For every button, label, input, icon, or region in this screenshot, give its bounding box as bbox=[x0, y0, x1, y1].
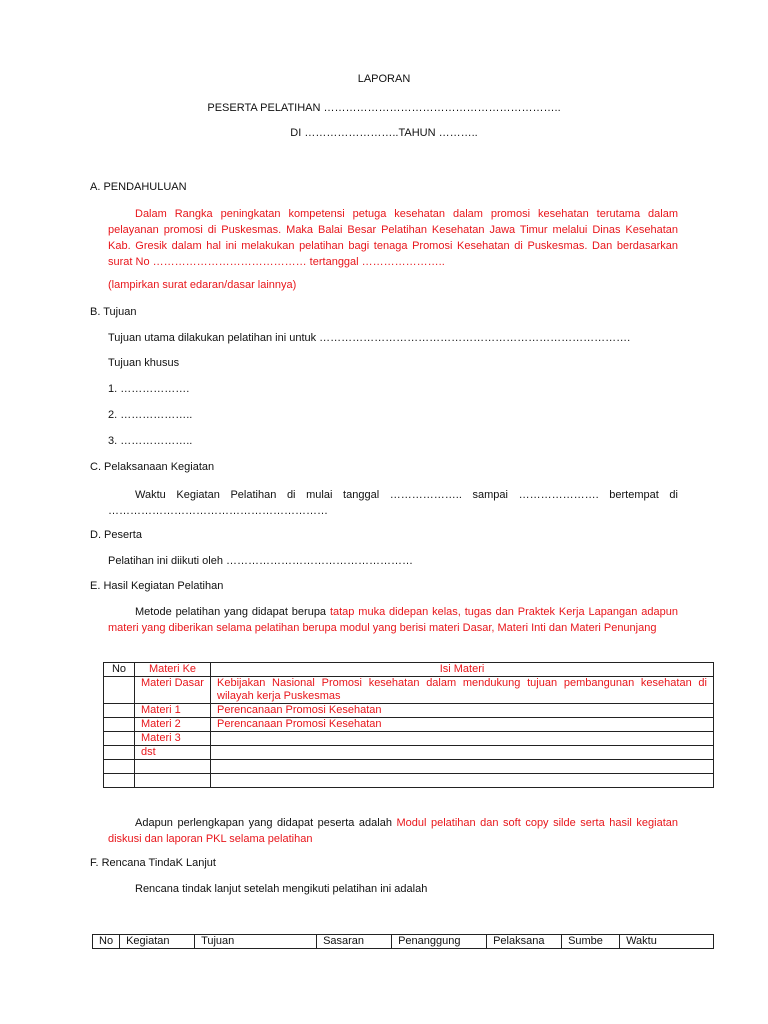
table-header-cell: Sasaran bbox=[317, 935, 392, 949]
table-cell: Perencanaan Promosi Kesehatan bbox=[211, 704, 714, 718]
table-cell: Materi Dasar bbox=[135, 677, 211, 704]
table-header-row bbox=[93, 935, 714, 949]
participants-line: Pelatihan ini diikuti oleh …………………………………………… bbox=[108, 555, 414, 567]
objective-item: 1. ………………. bbox=[108, 383, 190, 395]
report-title: LAPORAN bbox=[357, 73, 411, 85]
table-header-cell: Penanggung bbox=[392, 935, 487, 949]
materials-table bbox=[103, 662, 714, 788]
table-row bbox=[104, 677, 714, 704]
section-c-heading: C. Pelaksanaan Kegiatan bbox=[90, 461, 215, 473]
table-cell bbox=[211, 774, 714, 788]
table-cell bbox=[104, 704, 135, 718]
table-header-row bbox=[104, 663, 714, 677]
section-a-heading: A. PENDAHULUAN bbox=[90, 181, 187, 193]
method-paragraph bbox=[108, 604, 678, 636]
table-cell bbox=[211, 732, 714, 746]
participant-line: PESERTA PELATIHAN ……………………………………………………….. bbox=[207, 102, 561, 114]
table-cell: dst bbox=[135, 746, 211, 760]
table-cell bbox=[135, 774, 211, 788]
table-header-cell: No bbox=[93, 935, 120, 949]
table-cell bbox=[135, 760, 211, 774]
table-cell bbox=[104, 774, 135, 788]
table-header-cell: Sumbe bbox=[562, 935, 620, 949]
introduction-paragraph: Dalam Rangka peningkatan kompetensi petuga kesehatan dalam promosi kesehatan terutama dalam pelayanan promosi di Puskesmas. Maka Balai Besar Pelatihan Kesehatan Jawa Timur melalui Dinas Kesehatan Kab. Gresik dalam hal ini melakukan pelatihan bagi tenaga Promosi Kesehatan di Puskesmas. Dan berdasarkan surat No …………………………………… tertanggal ………………….. bbox=[108, 208, 678, 268]
section-b-heading: B. Tujuan bbox=[90, 306, 137, 318]
table-row bbox=[104, 774, 714, 788]
section-f-heading: F. Rencana TindaK Lanjut bbox=[90, 857, 216, 869]
table-cell: Materi 3 bbox=[135, 732, 211, 746]
method-highlight: tatap muka didepan kelas, tugas dan Praktek Kerja Lapangan adapun materi yang diberikan selama pelatihan berupa modul yang berisi materi Dasar, Materi Inti dan Materi Penunjang bbox=[108, 606, 678, 634]
table-header-cell: Tujuan bbox=[195, 935, 317, 949]
table-cell bbox=[104, 746, 135, 760]
table-cell: Perencanaan Promosi Kesehatan bbox=[211, 718, 714, 732]
table-cell: Kebijakan Nasional Promosi kesehatan dalam mendukung tujuan pembangunan kesehatan di wilayah kerja Puskesmas bbox=[211, 677, 714, 704]
table-header-cell: Pelaksana bbox=[487, 935, 562, 949]
table-cell bbox=[104, 760, 135, 774]
table-row bbox=[104, 760, 714, 774]
table-row bbox=[104, 718, 714, 732]
table-cell bbox=[211, 746, 714, 760]
table-cell bbox=[104, 732, 135, 746]
specific-objective-label: Tujuan khusus bbox=[108, 357, 180, 369]
table-header-cell: Materi Ke bbox=[135, 663, 211, 677]
table-header-cell: Waktu bbox=[620, 935, 714, 949]
section-d-heading: D. Peserta bbox=[90, 529, 142, 541]
table-row bbox=[104, 746, 714, 760]
table-cell: Materi 2 bbox=[135, 718, 211, 732]
location-year-line: DI ……………………..TAHUN ……….. bbox=[290, 127, 478, 139]
equipment-highlight: Modul pelatihan dan soft copy silde serta hasil kegiatan diskusi dan laporan PKL selama pelatihan bbox=[108, 817, 678, 845]
table-header-cell: Kegiatan bbox=[120, 935, 195, 949]
attachment-note: (lampirkan surat edaran/dasar lainnya) bbox=[108, 279, 297, 291]
method-text: Metode pelatihan yang didapat berupa bbox=[135, 606, 330, 618]
table-row bbox=[104, 704, 714, 718]
table-cell: Materi 1 bbox=[135, 704, 211, 718]
schedule-paragraph: Waktu Kegiatan Pelatihan di mulai tanggal ……………….. sampai …………………. bertempat di …………………………………………………… bbox=[108, 489, 678, 517]
table-header-cell: No bbox=[104, 663, 135, 677]
table-header-cell: Isi Materi bbox=[211, 663, 714, 677]
equipment-paragraph bbox=[108, 815, 678, 847]
follow-up-line: Rencana tindak lanjut setelah mengikuti pelatihan ini adalah bbox=[135, 883, 428, 895]
table-cell bbox=[104, 677, 135, 704]
section-e-heading: E. Hasil Kegiatan Pelatihan bbox=[90, 580, 224, 592]
table-cell bbox=[104, 718, 135, 732]
main-objective-line: Tujuan utama dilakukan pelatihan ini untuk …………………………………………………………………………. bbox=[108, 332, 631, 344]
objective-item: 3. ……………….. bbox=[108, 435, 193, 447]
equipment-text: Adapun perlengkapan yang didapat peserta adalah bbox=[135, 817, 397, 829]
objective-item: 2. ……………….. bbox=[108, 409, 193, 421]
table-cell bbox=[211, 760, 714, 774]
follow-up-table bbox=[92, 934, 714, 949]
table-row bbox=[104, 732, 714, 746]
